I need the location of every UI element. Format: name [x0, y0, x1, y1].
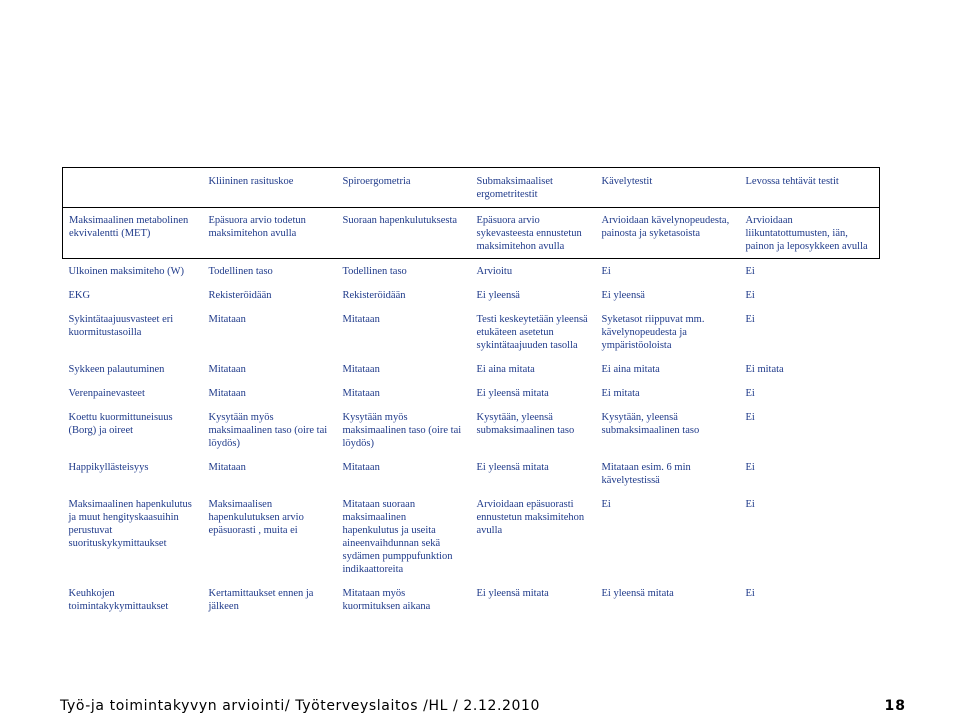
- table-cell: Ei: [745, 290, 755, 301]
- table-cell: Mitataan: [342, 462, 380, 473]
- table-row: [63, 357, 880, 381]
- row-label-cell: Maksimaalinen hapenkulutus ja muut hengityskaasuihin perustuvat suorituskykymittaukset: [68, 499, 192, 549]
- table-cell: Epäsuora arvio todetun maksimitehon avulla: [203, 208, 337, 259]
- table-cell: Ei: [745, 499, 755, 510]
- row-label-cell: EKG: [68, 290, 91, 301]
- table-cell: Mitataan: [342, 364, 380, 375]
- table-row: [63, 581, 880, 618]
- table-cell: Kysytään, yleensä submaksimaalinen taso: [476, 412, 575, 436]
- table-row: [63, 381, 880, 405]
- table-cell: Ei: [601, 499, 611, 510]
- row-label-cell: Koettu kuormittuneisuus (Borg) ja oireet: [68, 412, 173, 436]
- table-cell: Kysytään myös maksimaalinen taso (oire tai löydös): [208, 412, 328, 449]
- header-cell: Kliininen rasituskoe: [208, 176, 294, 187]
- row-label-cell: Happikyllästeisyys: [68, 462, 149, 473]
- header-cell: Submaksimaaliset ergometritestit: [476, 176, 553, 200]
- table-cell: Epäsuora arvio sykevasteesta ennustetun maksimitehon avulla: [471, 208, 596, 259]
- table-cell: Todellinen taso: [342, 266, 407, 277]
- table-cell: Arvioitu: [476, 266, 513, 277]
- header-cell: Kävelytestit: [601, 176, 653, 187]
- row-label-cell: Ulkoinen maksimiteho (W): [68, 266, 184, 277]
- table-cell: Kysytään myös maksimaalinen taso (oire tai löydös): [342, 412, 462, 449]
- table-cell: Testi keskeytetään yleensä etukäteen asetetun sykintätaajuuden tasolla: [476, 314, 588, 351]
- table-cell: Ei mitata: [601, 388, 640, 399]
- table-cell: Ei yleensä mitata: [476, 588, 549, 599]
- table-cell: Ei yleensä mitata: [476, 388, 549, 399]
- table-row: [63, 283, 880, 307]
- row-label-cell: Verenpainevasteet: [68, 388, 145, 399]
- table-row: [63, 259, 880, 284]
- table-cell: Todellinen taso: [208, 266, 273, 277]
- header-cell: Levossa tehtävät testit: [745, 176, 839, 187]
- table-cell: Kertamittaukset ennen ja jälkeen: [208, 588, 314, 612]
- table-cell: Mitataan: [208, 364, 246, 375]
- row-label-cell: Sykkeen palautuminen: [68, 364, 165, 375]
- comparison-table: [62, 167, 880, 618]
- page-number: 18: [884, 698, 906, 714]
- table-cell: Ei yleensä mitata: [476, 462, 549, 473]
- table-cell: Ei: [745, 266, 755, 277]
- table-cell: Kysytään, yleensä submaksimaalinen taso: [601, 412, 700, 436]
- table-cell: Mitataan suoraan maksimaalinen hapenkulutus ja useita aineenvaihdunnan sekä sydämen pumppufunktion indikaattoreita: [342, 499, 453, 575]
- header-cell: Spiroergometria: [342, 176, 411, 187]
- table-row: [63, 208, 880, 259]
- table-cell: Ei: [745, 314, 755, 325]
- table-row: [63, 405, 880, 455]
- table-cell: Rekisteröidään: [342, 290, 406, 301]
- table-cell: Arvioidaan liikuntatottumusten, iän, painon ja leposykkeen avulla: [740, 208, 880, 259]
- table-cell: Ei: [745, 388, 755, 399]
- table-cell: Suoraan hapenkulutuksesta: [337, 208, 471, 259]
- table-row: [63, 307, 880, 357]
- table-cell: Arvioidaan epäsuorasti ennustetun maksimitehon avulla: [476, 499, 585, 536]
- table-cell: Mitataan esim. 6 min kävelytestissä: [601, 462, 691, 486]
- table-cell: Mitataan myös kuormituksen aikana: [342, 588, 431, 612]
- table-cell: Ei yleensä: [601, 290, 645, 301]
- table-cell: Ei yleensä mitata: [601, 588, 674, 599]
- header-cell-empty: [63, 168, 203, 208]
- table-cell: Arvioidaan kävelynopeudesta, painosta ja syketasoista: [596, 208, 740, 259]
- table-cell: Ei aina mitata: [601, 364, 660, 375]
- table-cell: Ei: [745, 588, 755, 599]
- table-cell: Mitataan: [342, 388, 380, 399]
- table-cell: Rekisteröidään: [208, 290, 272, 301]
- row-label-cell: Keuhkojen toimintakykymittaukset: [68, 588, 169, 612]
- table-row: [63, 492, 880, 581]
- footer: [0, 690, 960, 716]
- table-cell: Ei aina mitata: [476, 364, 535, 375]
- row-label-cell: Maksimaalinen metabolinen ekvivalentti (MET): [63, 208, 203, 259]
- row-label-cell: Sykintätaajuusvasteet eri kuormitustasoilla: [68, 314, 174, 338]
- table-cell: Ei: [745, 462, 755, 473]
- table-cell: Ei: [601, 266, 611, 277]
- header-row: [63, 168, 880, 208]
- table-cell: Mitataan: [208, 462, 246, 473]
- table-cell: Mitataan: [208, 314, 246, 325]
- table-cell: Mitataan: [342, 314, 380, 325]
- table-cell: Syketasot riippuvat mm. kävelynopeudesta ja ympäristöoloista: [601, 314, 705, 351]
- table-row: [63, 455, 880, 492]
- table-cell: Ei mitata: [745, 364, 784, 375]
- table-cell: Maksimaalisen hapenkulutuksen arvio epäsuorasti , muita ei: [208, 499, 304, 536]
- table-cell: Mitataan: [208, 388, 246, 399]
- table-cell: Ei: [745, 412, 755, 423]
- footer-text: Työ-ja toimintakyvyn arviointi/ Työterveyslaitos /HL / 2.12.2010: [60, 698, 541, 714]
- table-cell: Ei yleensä: [476, 290, 520, 301]
